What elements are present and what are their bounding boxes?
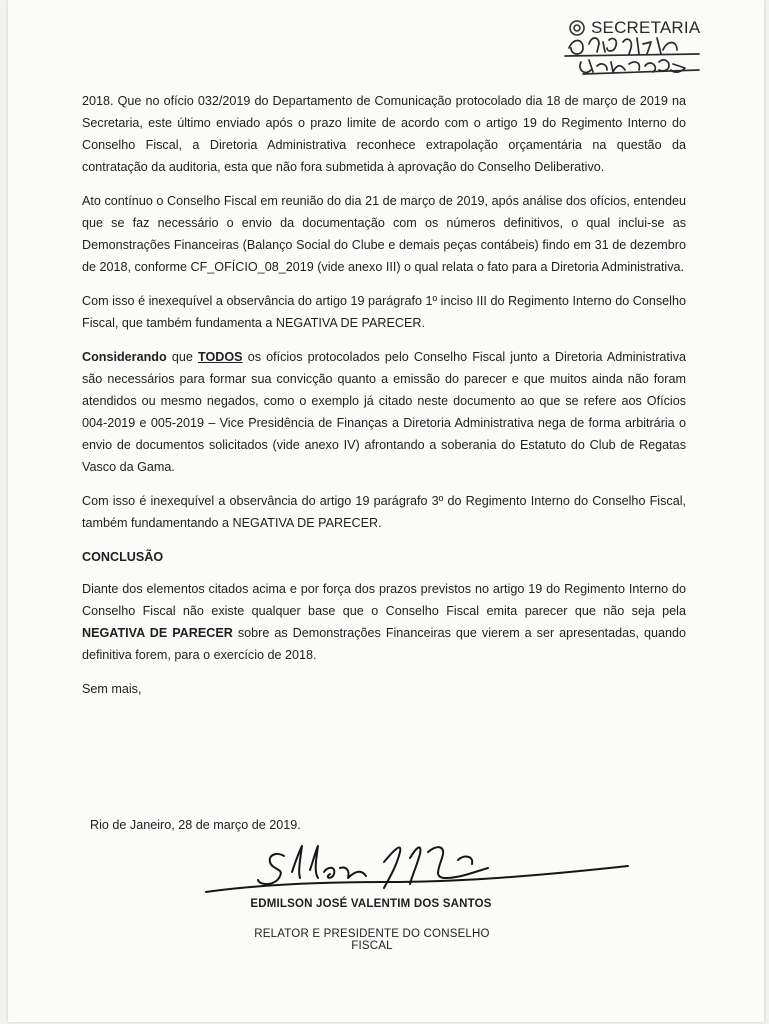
stamp-emblem-icon — [570, 21, 584, 35]
conclusion-before: Diante dos elementos citados acima e por força dos prazos previstos no artigo 19 do Regimento Interno do Conselho Fiscal não existe qualquer base que o Conselho Fiscal emita parecer que não seja pela — [82, 582, 686, 618]
p4-mid: que — [166, 350, 198, 364]
paragraph-4 — [82, 346, 686, 478]
conclusion-paragraph — [82, 578, 686, 666]
signatory-role: RELATOR E PRESIDENTE DO CONSELHO FISCAL — [254, 928, 490, 952]
closing-line: Sem mais, — [82, 682, 142, 696]
document-page — [8, 0, 764, 1022]
letter-body — [82, 90, 686, 712]
todos-emphasis: TODOS — [197, 350, 243, 364]
stamp-label: SECRETARIA — [591, 18, 701, 37]
conclusion-bold: NEGATIVA DE PARECER — [82, 626, 233, 640]
paragraph-2: Ato contínuo o Conselho Fiscal em reunião do dia 21 de março de 2019, após análise dos ofícios, entendeu que se faz necessário o envio da documentação com os números definitivos, o qual inclui-se as Demonstrações Financeiras (Balanço Social do Clube e demais peças contábeis) findo em 31 de dezembro de 2018, conforme CF_OFÍCIO_08_2019 (vide anexo III) o qual relata o fato para a Diretoria Administrativa. — [82, 194, 686, 274]
p4-rest: os ofícios protocolados pelo Conselho Fiscal junto a Diretoria Administrativa são necessários para formar sua convicção quanto a emissão do parecer e que muitos ainda não foram atendidos ou mesmo negados, como o exemplo já citado neste documento ao que se refere aos Ofícios 004-2019 e 005-2019 – Vice Presidência de Finanças a Diretoria Administrativa nega de forma arbitrária o envio de documentos solicitados (vide anexo IV) afrontando a soberania do Estatuto do Club de Regatas Vasco da Gama. — [82, 350, 686, 474]
paragraph-5: Com isso é inexequível a observância do artigo 19 parágrafo 3º do Regimento Interno do Conselho Fiscal, também fundamentando a NEGATIVA DE PARECER. — [82, 494, 686, 530]
conclusion-heading: CONCLUSÃO — [82, 550, 164, 564]
secretaria-stamp — [563, 14, 713, 84]
signatory-name: EDMILSON JOSÉ VALENTIM DOS SANTOS — [250, 898, 492, 910]
paragraph-1: 2018. Que no ofício 032/2019 do Departamento de Comunicação protocolado dia 18 de março de 2019 na Secretaria, este último enviado após o prazo limite de acordo com o artigo 19 do Regimento Interno do Conselho Fiscal, a Diretoria Administrativa reconhece extrapolação orçamentária na questão da contratação da auditoria, esta que não fora submetida à aprovação do Conselho Deliberativo. — [82, 94, 686, 174]
paragraph-3: Com isso é inexequível a observância do artigo 19 parágrafo 1º inciso III do Regimento Interno do Conselho Fiscal, que também fundamenta a NEGATIVA DE PARECER. — [82, 294, 686, 330]
considerando-lead: Considerando — [82, 350, 167, 364]
date-line: Rio de Janeiro, 28 de março de 2019. — [90, 818, 301, 832]
conclusion-after: sobre as Demonstrações Financeiras que vierem a ser apresentadas, quando definitiva forem, para o exercício de 2018. — [82, 626, 686, 662]
